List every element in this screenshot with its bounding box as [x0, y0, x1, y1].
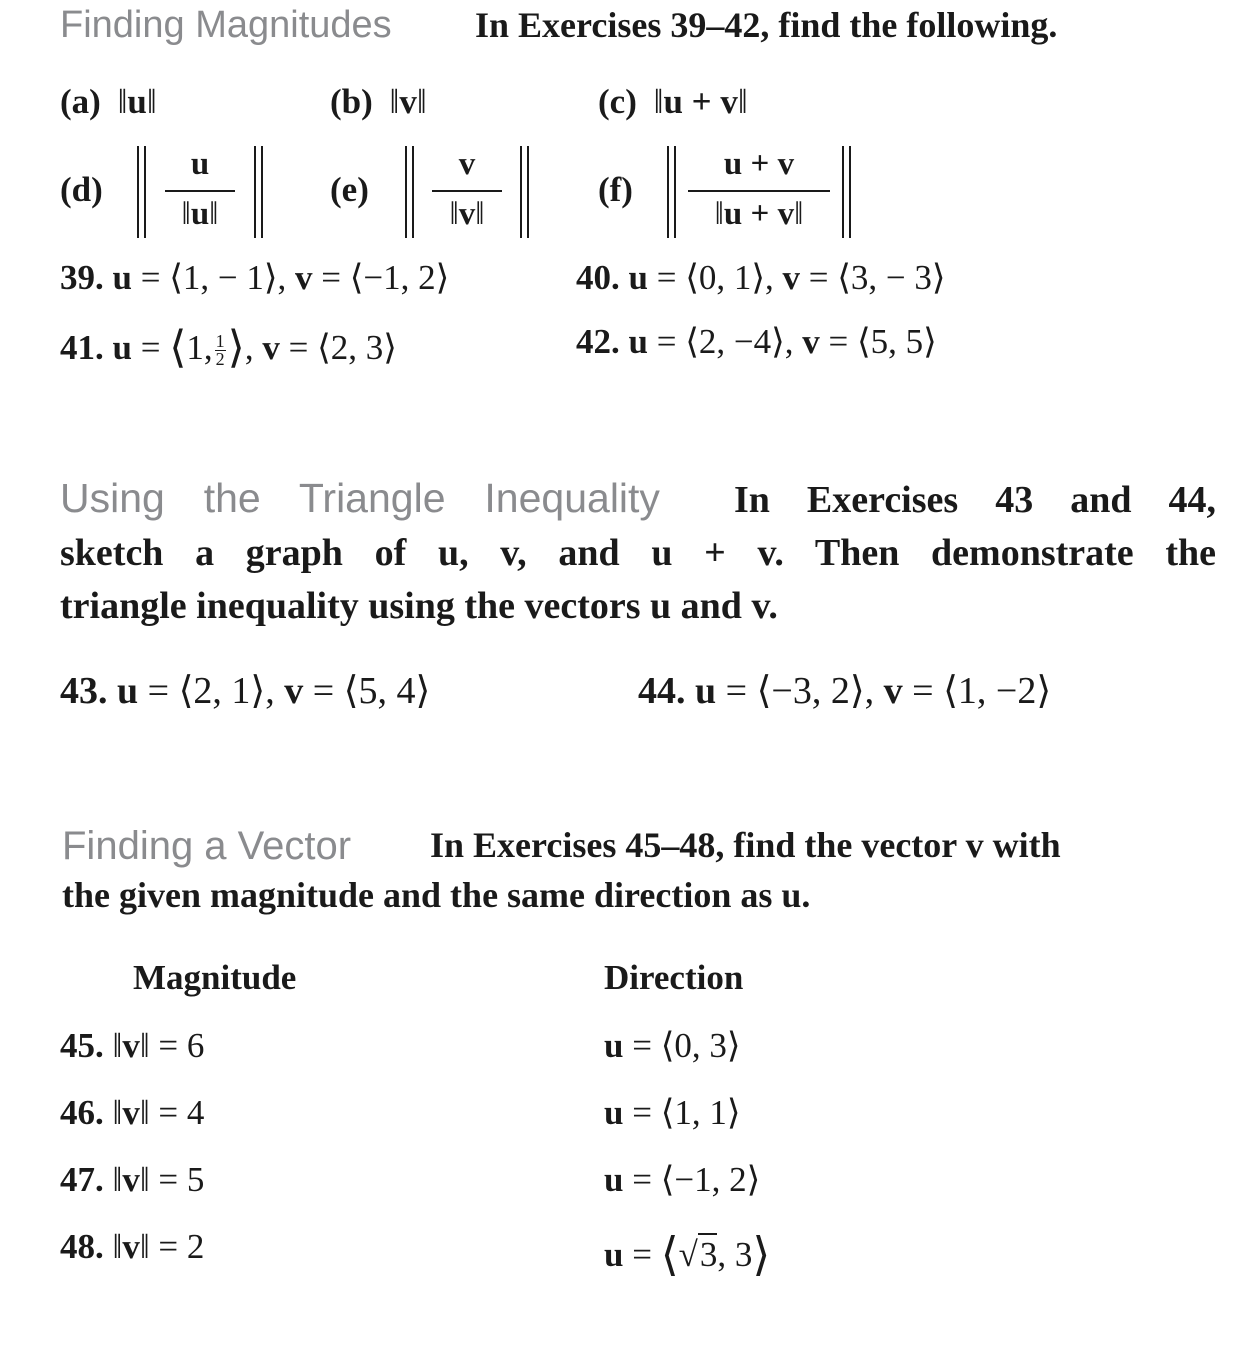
- fraction-numerator: u + v: [723, 146, 795, 182]
- vector-v-value: ⟨5, 4⟩: [343, 670, 431, 712]
- part-label-d: (d): [60, 170, 103, 209]
- fraction-e: v ‖v‖: [432, 146, 502, 238]
- part-expr: u: [127, 82, 147, 121]
- exercise-47-direction: u = ⟨−1, 2⟩: [604, 1160, 761, 1199]
- norm-bar: [849, 146, 851, 238]
- part-label: (a): [60, 82, 101, 121]
- norm-bar: [520, 146, 522, 238]
- magnitude-var: v: [122, 1026, 140, 1065]
- exercise-46-direction: u = ⟨1, 1⟩: [604, 1093, 741, 1132]
- norm-bar: [527, 146, 529, 238]
- exercise-46-magnitude: 46. ‖v‖ = 4: [60, 1093, 205, 1132]
- exercise-44: 44. u = ⟨−3, 2⟩, v = ⟨1, −2⟩: [638, 670, 1052, 712]
- exercise-number: 45.: [60, 1026, 104, 1065]
- fraction-line: [688, 190, 830, 192]
- intro-line-2: sketch a graph of u, v, and u + v. Then demonstrate the: [60, 532, 1216, 574]
- intro-text: In Exercises 43 and 44,: [733, 479, 1217, 521]
- vector-v-value: ⟨2, 3⟩: [317, 328, 397, 367]
- norm-bar: [667, 146, 669, 238]
- exercise-number: 48.: [60, 1227, 104, 1266]
- part-label: (c): [598, 82, 637, 121]
- norm-bar: [144, 146, 146, 238]
- exercise-number: 39.: [60, 258, 104, 297]
- vector-v-value: ⟨−1, 2⟩: [349, 258, 450, 297]
- section-triangle-inequality: [60, 472, 1216, 633]
- norm-bar: [842, 146, 844, 238]
- magnitude-value: 5: [186, 1160, 205, 1199]
- exercise-41: 41. u = ⟨1, $\frac{1}{2}$ ⟩, v = ⟨2, 3⟩: [60, 323, 397, 372]
- vector-u-label: u: [628, 322, 648, 361]
- fraction-f: u + v ‖u + v‖: [688, 146, 830, 238]
- vector-v-label: v: [295, 258, 313, 297]
- exercise-number: 43.: [60, 670, 108, 712]
- vector-v-label: v: [782, 258, 801, 297]
- exercise-number: 42.: [576, 322, 620, 361]
- section-heading-triangle-inequality: Using the Triangle Inequality: [60, 475, 660, 521]
- magnitude-value: 4: [186, 1093, 205, 1132]
- direction-value: ⟨√3, 3⟩: [660, 1229, 771, 1280]
- column-header-magnitude: Magnitude: [133, 958, 297, 997]
- exercise-number: 41.: [60, 328, 104, 367]
- exercise-number: 47.: [60, 1160, 104, 1199]
- direction-value: ⟨0, 3⟩: [660, 1026, 741, 1065]
- part-b: (b) ‖v‖: [330, 82, 427, 121]
- direction-value: ⟨−1, 2⟩: [660, 1160, 761, 1199]
- exercise-42: 42. u = ⟨2, −4⟩, v = ⟨5, 5⟩: [576, 322, 937, 361]
- exercise-45-magnitude: 45. ‖v‖ = 6: [60, 1026, 205, 1065]
- vector-u-value: ⟨2, −4⟩: [685, 322, 785, 361]
- fraction-line: [165, 190, 235, 192]
- fraction-denominator: u + v: [723, 196, 795, 232]
- section-intro-line-1: In Exercises 45–48, find the vector v with: [430, 825, 1061, 865]
- part-label-f: (f): [598, 170, 633, 209]
- norm-bar: [261, 146, 263, 238]
- exercise-43: 43. u = ⟨2, 1⟩, v = ⟨5, 4⟩: [60, 670, 431, 712]
- direction-var: u: [604, 1235, 624, 1274]
- vector-v-label: v: [284, 670, 304, 712]
- part-c: (c) ‖u + v‖: [598, 82, 748, 121]
- part-label-e: (e): [330, 170, 369, 209]
- vector-v-value: ⟨1, −2⟩: [943, 670, 1052, 712]
- fraction-d: u ‖u‖: [165, 146, 235, 238]
- fraction-denominator: u: [190, 196, 210, 232]
- section-heading-finding-magnitudes: Finding Magnitudes: [60, 4, 392, 46]
- vector-v-value: ⟨5, 5⟩: [857, 322, 937, 361]
- exercise-47-magnitude: 47. ‖v‖ = 5: [60, 1160, 205, 1199]
- section-intro-magnitudes: In Exercises 39–42, find the following.: [475, 5, 1058, 45]
- norm-bar: [405, 146, 407, 238]
- vector-u-value: ⟨1, − 1⟩: [169, 258, 278, 297]
- vector-u-label: u: [112, 258, 132, 297]
- norm-bar: [137, 146, 139, 238]
- intro-line-1: [60, 472, 1216, 527]
- section-heading-finding-a-vector: Finding a Vector: [62, 824, 352, 868]
- vector-u-value: ⟨1, $\frac{1}{2}$ ⟩: [169, 323, 245, 372]
- direction-var: u: [604, 1093, 624, 1132]
- exercise-40: 40. u = ⟨0, 1⟩, v = ⟨3, − 3⟩: [576, 258, 946, 297]
- vector-v-value: ⟨3, − 3⟩: [837, 258, 946, 297]
- exercise-48-magnitude: 48. ‖v‖ = 2: [60, 1227, 205, 1266]
- magnitude-value: 2: [186, 1227, 205, 1266]
- norm-bar: [254, 146, 256, 238]
- exercise-number: 44.: [638, 670, 686, 712]
- vector-u-label: u: [695, 670, 717, 712]
- vector-u-value: ⟨2, 1⟩: [178, 670, 266, 712]
- magnitude-var: v: [122, 1093, 140, 1132]
- part-label: (b): [330, 82, 373, 121]
- exercise-number: 46.: [60, 1093, 104, 1132]
- column-header-direction: Direction: [604, 958, 744, 997]
- fraction-numerator: v: [458, 146, 476, 182]
- vector-v-label: v: [802, 322, 820, 361]
- section-intro-line-2: the given magnitude and the same direction as u.: [62, 875, 811, 915]
- part-expr: v: [399, 82, 417, 121]
- fraction-denominator: v: [458, 196, 476, 232]
- intro-line-3: triangle inequality using the vectors u and v.: [60, 585, 778, 627]
- exercise-39: 39. u = ⟨1, − 1⟩, v = ⟨−1, 2⟩: [60, 258, 450, 297]
- direction-value: ⟨1, 1⟩: [660, 1093, 741, 1132]
- fraction-line: [432, 190, 502, 192]
- vector-u-value: ⟨−3, 2⟩: [756, 670, 865, 712]
- exercise-45-direction: u = ⟨0, 3⟩: [604, 1026, 741, 1065]
- sqrt-symbol: √: [678, 1235, 698, 1274]
- magnitude-var: v: [122, 1227, 140, 1266]
- magnitude-var: v: [122, 1160, 140, 1199]
- norm-bar: [674, 146, 676, 238]
- vector-v-label: v: [262, 328, 280, 367]
- part-expr: u + v: [663, 82, 738, 121]
- norm-bar: [412, 146, 414, 238]
- vector-u-label: u: [117, 670, 139, 712]
- vector-v-label: v: [883, 670, 903, 712]
- part-a: (a) ‖u‖: [60, 82, 157, 121]
- vector-u-value: ⟨0, 1⟩: [685, 258, 766, 297]
- fraction-numerator: u: [190, 146, 210, 182]
- magnitude-value: 6: [186, 1026, 205, 1065]
- exercise-number: 40.: [576, 258, 620, 297]
- direction-var: u: [604, 1026, 624, 1065]
- direction-var: u: [604, 1160, 624, 1199]
- vector-u-label: u: [112, 328, 132, 367]
- exercise-48-direction: u = ⟨√3, 3⟩: [604, 1229, 771, 1280]
- vector-u-label: u: [628, 258, 648, 297]
